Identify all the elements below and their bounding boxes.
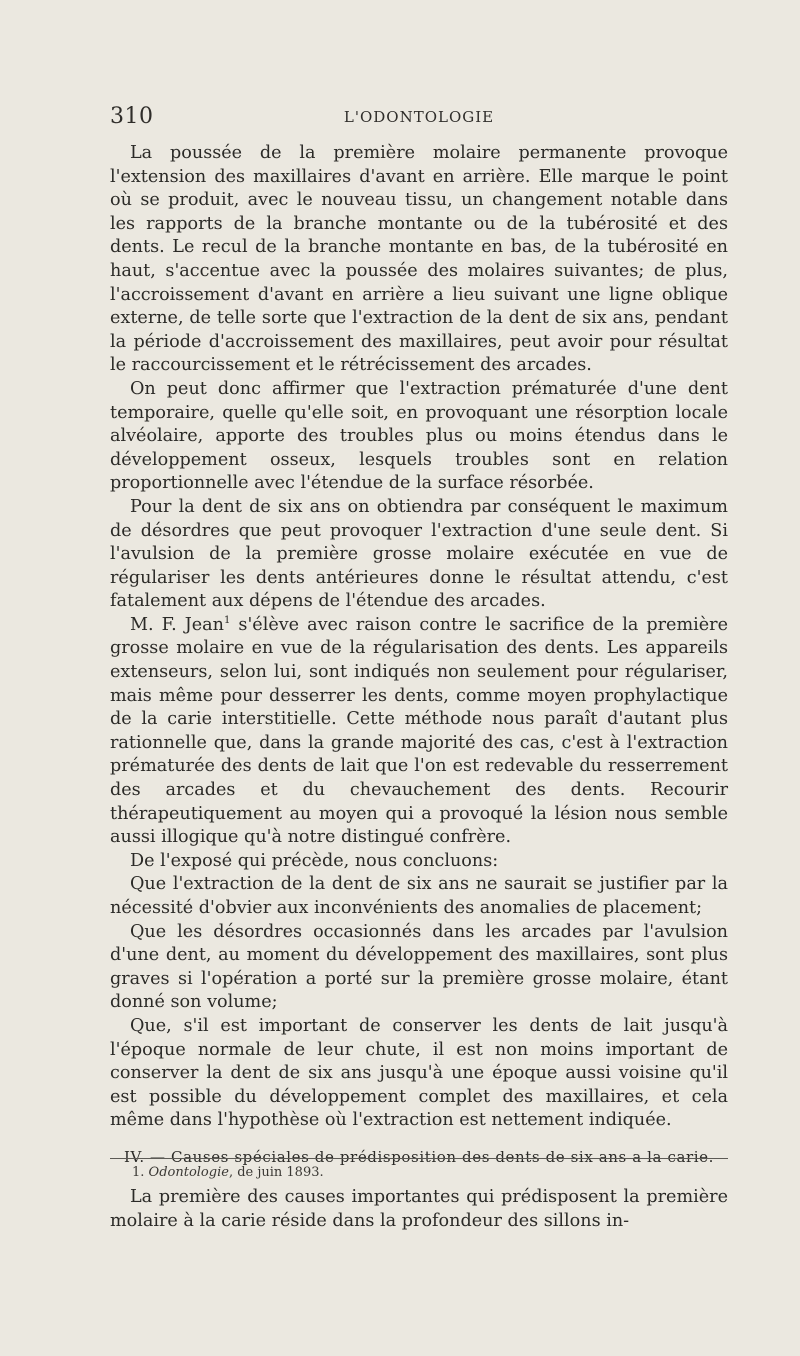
footnote-date: , de juin 1893. xyxy=(228,1165,324,1180)
footnote-divider xyxy=(110,1158,728,1159)
paragraph: De l'exposé qui précède, nous concluons: xyxy=(130,850,499,871)
conclusion-item: Que l'extraction de la dent de six ans ne saurait se justifier par la nécessité d'obvier aux inconvénients des anomalies de placement; xyxy=(110,874,728,918)
page-header xyxy=(110,104,728,134)
paragraph: La première des causes importantes qui prédisposent la première molaire à la carie réside dans la profondeur des sillons in- xyxy=(110,1186,728,1231)
paragraph: La poussée de la première molaire permanente provoque l'extension des maxillaires d'avant en arrière. Elle marque le point où se produit, avec le nouveau tissu, un changement notable dans les rapports de la branche montante ou de la tubérosité et des dents. Le recul de la branche montante en bas, de la tubérosité en haut, s'accentue avec la poussée des molaires suivantes; de plus, l'accroissement d'avant en arrière a lieu suivant une ligne oblique externe, de telle sorte que l'extraction de la dent de six ans, pendant la période d'accroissement des maxillaires, peut avoir pour résultat le raccourcissement et le rétrécissement des arcades. xyxy=(110,143,728,376)
page-number: 310 xyxy=(110,104,154,129)
paragraph: On peut donc affirmer que l'extraction prématurée d'une dent temporaire, quelle qu'elle soit, en provoquant une résorption locale alvéolaire, apporte des troubles plus ou moins étendus dans le développement osseux, lesquels troubles sont en relation proportionnelle avec l'étendue de la surface résorbée. xyxy=(110,378,728,494)
paragraph: Pour la dent de six ans on obtiendra par conséquent le maximum de désordres que peut provoquer l'extraction d'une seule dent. Si l'avulsion de la première grosse molaire exécutée en vue de régulariser les dents antérieures donne le résultat attendu, c'est fatalement aux dépens de l'étendue des arcades. xyxy=(110,496,728,612)
footnote-number: 1. xyxy=(132,1165,145,1180)
footnote-source: Odontologie xyxy=(148,1165,229,1180)
section-heading: IV. — Causes spéciales de prédisposition des dents de six ans a la carie. xyxy=(123,1147,715,1166)
body-text xyxy=(110,142,728,1233)
paragraph-text: M. F. Jean xyxy=(130,614,225,635)
footnote xyxy=(132,1164,728,1182)
conclusion-item: Que les désordres occasionnés dans les arcades par l'avulsion d'une dent, au moment du développement des maxillaires, sont plus graves si l'opération a porté sur la première grosse molaire, étant donné son volume; xyxy=(110,921,728,1013)
conclusion-item: Que, s'il est important de conserver les dents de lait jusqu'à l'époque normale de leur chute, il est non moins important de conserver la dent de six ans jusqu'à une époque aussi voisine qu'il est possible du développement complet des maxillaires, et cela même dans l'hypothèse où l'extraction est nettement indiquée. xyxy=(110,1015,728,1131)
paragraph-text: s'élève avec raison contre le sacrifice de la première grosse molaire en vue de la régularisation des dents. Les appareils extenseurs, selon lui, sont indiqués non seulement pour régulariser, mais même pour desserrer les dents, comme moyen prophylactique de la carie interstitielle. Cette méthode nous paraît d'autant plus rationnelle que, dans la grande majorité des cas, c'est à l'extraction prématurée des dents de lait que l'on est redevable du resserrement des arcades et du chevauchement des dents. Recourir thérapeutiquement au moyen qui a provoqué la lésion nous semble aussi illogique qu'à notre distingué confrère. xyxy=(110,614,728,848)
footnote-reference: 1 xyxy=(224,615,231,627)
running-title: L'ODONTOLOGIE xyxy=(343,108,495,126)
paragraph-jean xyxy=(110,614,728,850)
